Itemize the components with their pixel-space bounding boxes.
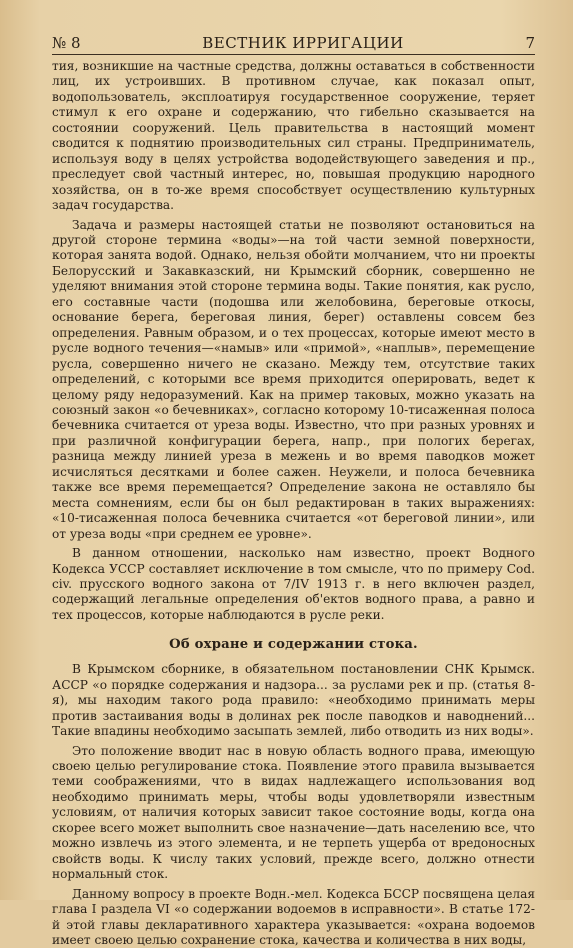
page-number-right: 7 bbox=[525, 34, 535, 52]
paragraph-1: тия, возникшие на частные средства, должны оставаться в собственности лиц, их устроивших. В противном случае, как показал опыт, водопользователь, эксплоатируя государственное сооружение, теряет стимул к его охране и содержанию, что гибельно сказывается на состоянии сооружений. Цель правительства в настоящий момент сводится к поднятию производительных сил страны. Предприниматель, используя воду в целях устройства вододействующего заведения и пр., преследует свой частный интерес, но, повышая продукцию народного хозяйства, он в то-же время способствует осуществлению культурных задач государства. bbox=[52, 59, 535, 213]
section-paragraph-1: В Крымском сборнике, в обязательном постановлении СНК Крымск. АССР «о порядке содержания и надзора... за руслами рек и пр. (статья 8-я), мы находим такого рода правило: «необходимо принимать меры против застаивания воды в долинах рек после паводков и наводнений... Такие впадины необходимо засыпать землей, либо отводить из них воды». bbox=[52, 662, 535, 739]
section-paragraph-3: Данному вопросу в проекте Водн.-мел. Кодекса БССР посвящена целая глава I раздела VI «о содержании водоемов в исправности». В статье 172-й этой главы декларативного характера указывается: «охрана водоемов имеет своею целью сохранение стока, качества и количества в них воды, bbox=[52, 886, 535, 948]
paragraph-3: В данном отношении, насколько нам известно, проект Водного Кодекса УССР составляет исключение в том смысле, что по примеру Cod. civ. прусского водного закона от 7/IV 1913 г. в него включен раздел, содержащий легальные определения об'ектов водного права, а равно и тех процессов, которые наблюдаются в русле реки. bbox=[52, 546, 535, 622]
journal-title: ВЕСТНИК ИРРИГАЦИИ bbox=[202, 34, 404, 52]
page-header bbox=[52, 34, 535, 55]
paragraph-2: Задача и размеры настоящей статьи не позволяют остановиться на другой стороне термина «воды»—на той части земной поверхности, которая занята водой. Однако, нельзя обойти молчанием, что ни проекты Белорусский и Закавказский, ни Крымский сборник, совершенно не уделяют внимания этой стороне термина воды. Такие понятия, как русло, его составные части (подошва или желобовина, береговые откосы, основание берега, береговая линия, берег) оставлены совсем без определения. Равным образом, и о тех процессах, которые имеют место в русле водного течения—«намыв» или «примой», «наплыв», перемещение русла, совершенно ничего не сказано. Между тем, отсутствие таких определений, с которыми все время приходится оперировать, ведет к целому ряду недоразумений. Как на пример таковых, можно указать на союзный закон «о бечевниках», согласно которому 10-тисаженная полоса бечевника считается от уреза воды. Известно, что при разных уровнях и при различной конфигурации берега, напр., при пологих берегах, разница между линией уреза в межень и во время паводков может исчисляться десятками и более сажен. Неужели, и полоса бечевника также все время перемещается? Определение закона не оставляло бы места сомнениям, если бы он был редактирован в таких выражениях: «10-тисаженная полоса бечевника считается «от береговой линии», или от уреза воды «при среднем ее уровне». bbox=[52, 217, 535, 541]
section-heading: Об охране и содержании стока. bbox=[169, 637, 418, 653]
page-number-left: № 8 bbox=[52, 34, 81, 52]
section-paragraph-2: Это положение вводит нас в новую область водного права, имеющую своею целью регулирование стока. Появление этого правила вызывается теми соображениями, что в видах надлежащего использования вод необходимо принимать меры, чтобы воды удовлетворяли известным условиям, от наличия которых зависит такое состояние воды, когда она скорее всего может выполнить свое назначение—дать населению все, что можно извлечь из этого элемента, и не терпеть ущерба от вредоносных свойств воды. К числу таких условий, прежде всего, должно отнести нормальный сток. bbox=[52, 743, 535, 882]
article-body bbox=[52, 59, 535, 948]
